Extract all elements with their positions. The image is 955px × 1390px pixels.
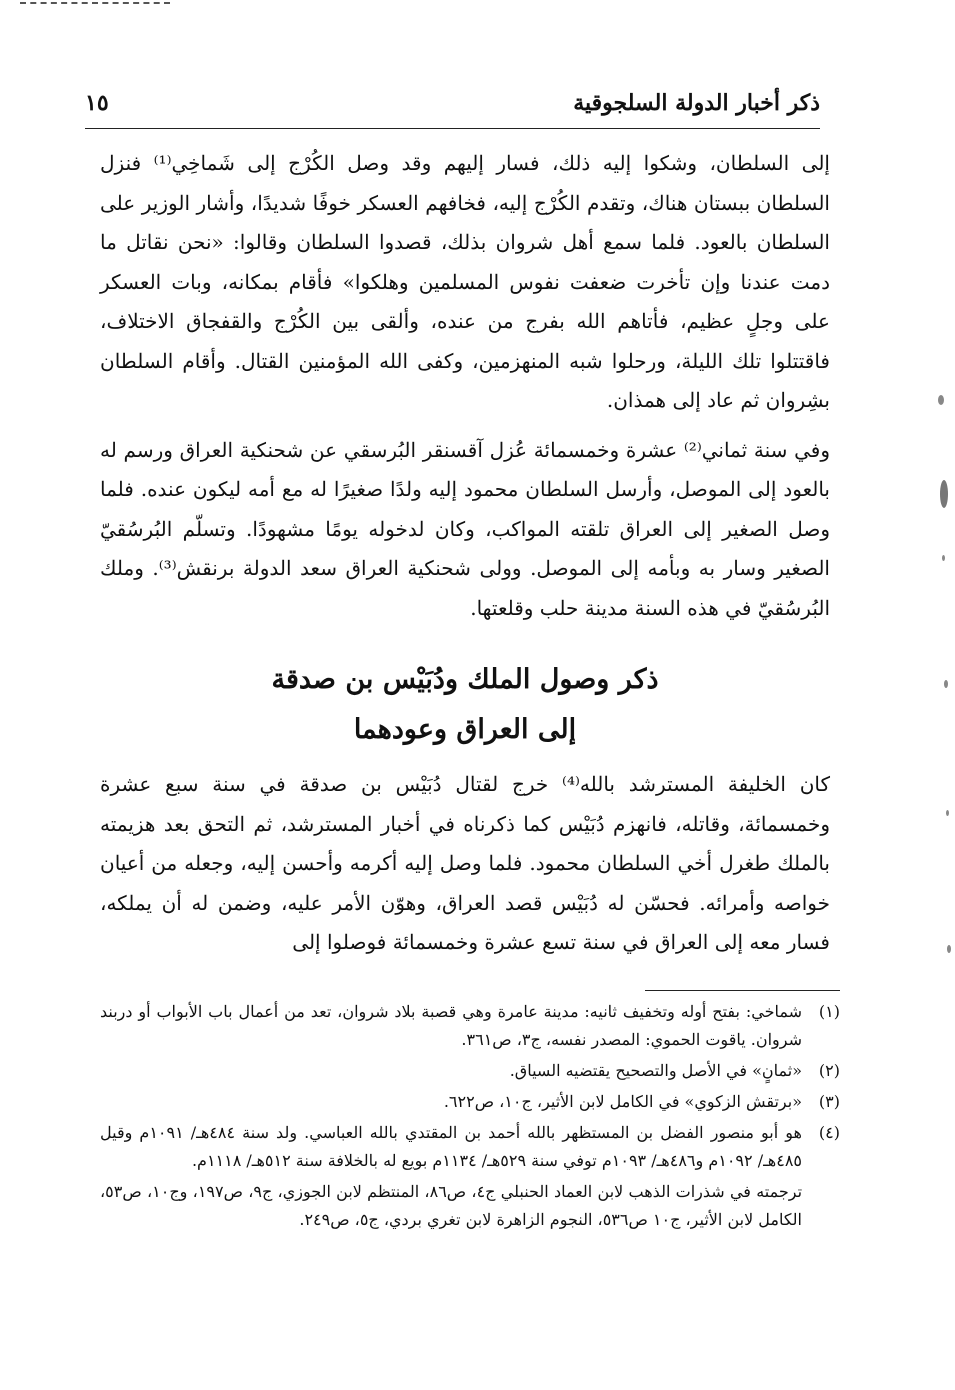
footnote-text: «برتقش الزكوي» في الكامل لابن الأثير، ج١٠، ص٦٢٢. [443, 1092, 802, 1111]
scan-speck [947, 945, 951, 953]
body-paragraph-section [100, 765, 830, 963]
scan-speck [944, 680, 948, 688]
section-heading-line1: ذكر وصول الملك ودُبَيْس بن صدقة [271, 664, 659, 695]
footnote-mark: (٤) [818, 1123, 840, 1142]
footnote-text: هو أبو منصور الفضل بن المستظهر بالله أحمد بن المقتدي بالله العباسي. ولد سنة ٤٨٤هـ/ ١٠٩١م وقيل ٤٨٥هـ/ ١٠٩٢م و٤٨٦هـ/ ١٠٩٣م توفي سنة ٥٢٩هـ/ ١١٣٤م بويع له بالخلافة سنة ٥١٢هـ/ ١١١٨م. [100, 1123, 802, 1170]
page-header [85, 88, 820, 129]
scan-speck [942, 555, 945, 561]
section-heading [100, 655, 830, 755]
paragraph-sultan-karj: إلى السلطان، وشكوا إليه ذلك، فسار إليهم وقد وصل الكُرْج إلى شَماخِي⁽¹⁾ فنزل السلطان ببستان هناك، وتقدم الكُرْج إليه، فخافهم العسكر خوفًا شديدًا، وأشار الوزير على السلطان بالعود. فلما سمع أهل شروان بذلك، قصدوا السلطان وقالوا: «نحن نقاتل ما دمت عندنا وإن تأخرت ضعفت نفوس المسلمين وهلكوا» فأقام بمكانه، وبات العسكر على وجلٍ عظيم، فأتاهم الله بفرج من عنده، وألقى بين الكُرْج والقفجاق الاختلاف، فاقتتلوا تلك الليلة، ورحلوا شبه المنهزمين، وكفى الله المؤمنين القتال. وأقام السلطان بشِروان ثم عاد إلى همذان. [100, 151, 830, 412]
scan-speck [940, 480, 948, 508]
page-number: ١٥ [85, 90, 109, 116]
footnote-4 [100, 1119, 840, 1234]
scan-edge-dashes [20, 2, 170, 4]
scan-speck [938, 395, 944, 405]
scan-speck [946, 810, 949, 816]
paragraph-year-518: وفي سنة ثماني⁽²⁾ عشرة وخمسمائة عُزل آقسنقر البُرسقي عن شحنكية العراق ورسم له بالعود إلى الموصل، وأرسل السلطان محمود إليه ولدًا صغيرًا له مع أمه ليكون عنده. فلما وصل الصغير إلى العراق تلقته المواكب، وكان لدخوله يومًا مشهودًا. وتسلّم البُرسُقيّ الصغير وسار به وبأمه إلى الموصل. وولى شحنكية العراق سعد الدولة برنقش⁽³⁾. وملك البُرسُقيّ في هذه السنة مدينة حلب وقلعتها. [100, 437, 830, 620]
footnotes [100, 998, 840, 1234]
footnote-continuation: ترجمته في شذرات الذهب لابن العماد الحنبلي ج٤، ص٨٦، المنتظم لابن الجوزي، ج٩، ص١٩٧، وج١٠، ص٥٣، الكامل لابن الأثير، ج١٠ ص٥٣٦، النجوم الزاهرة لابن تغري بردي، ج٥، ص٢٤٩. [100, 1182, 803, 1229]
footnote-text: «ثمانٍ» في الأصل والتصحيح يقتضيه السياق. [509, 1061, 802, 1080]
footnote-separator [645, 990, 840, 991]
footnote-3 [100, 1088, 840, 1116]
body-paragraphs-top [100, 144, 830, 628]
footnote-text: شماخي: بفتح أوله وتخفيف ثانيه: مدينة عامرة وهي قصبة بلاد شروان، تعد من أعمال باب الأبواب أو دربند شروان. ياقوت الحموي: المصدر نفسه، ج٣، ص٣٦١. [100, 1002, 802, 1049]
running-title: ذكر أخبار الدولة السلجوقية [573, 90, 820, 116]
section-heading-line2: إلى العراق وعودهما [353, 714, 577, 745]
footnote-1 [100, 998, 840, 1054]
footnote-mark: (٢) [818, 1061, 840, 1080]
footnote-2 [100, 1057, 840, 1085]
footnote-mark: (١) [818, 1002, 840, 1021]
paragraph-mustarshid: كان الخليفة المسترشد بالله⁽⁴⁾ خرج لقتال دُبَيْس بن صدقة في سنة سبع عشرة وخمسمائة، وقاتله، فانهزم دُبَيْس كما ذكرناه في أخبار المسترشد، ثم التحق بعد هزيمته بالملك طغرل أخي السلطان محمود. فلما وصل إليه أكرمه وأحسن إليه، وجعله من أعيان خواصه وأمرائه. فحسّن له دُبَيْس قصد العراق، وهوّن الأمر عليه، وضمن له أن يملكه، فسار معه إلى العراق في سنة تسع عشرة وخمسمائة فوصلوا إلى [100, 772, 831, 954]
footnote-mark: (٣) [818, 1092, 840, 1111]
